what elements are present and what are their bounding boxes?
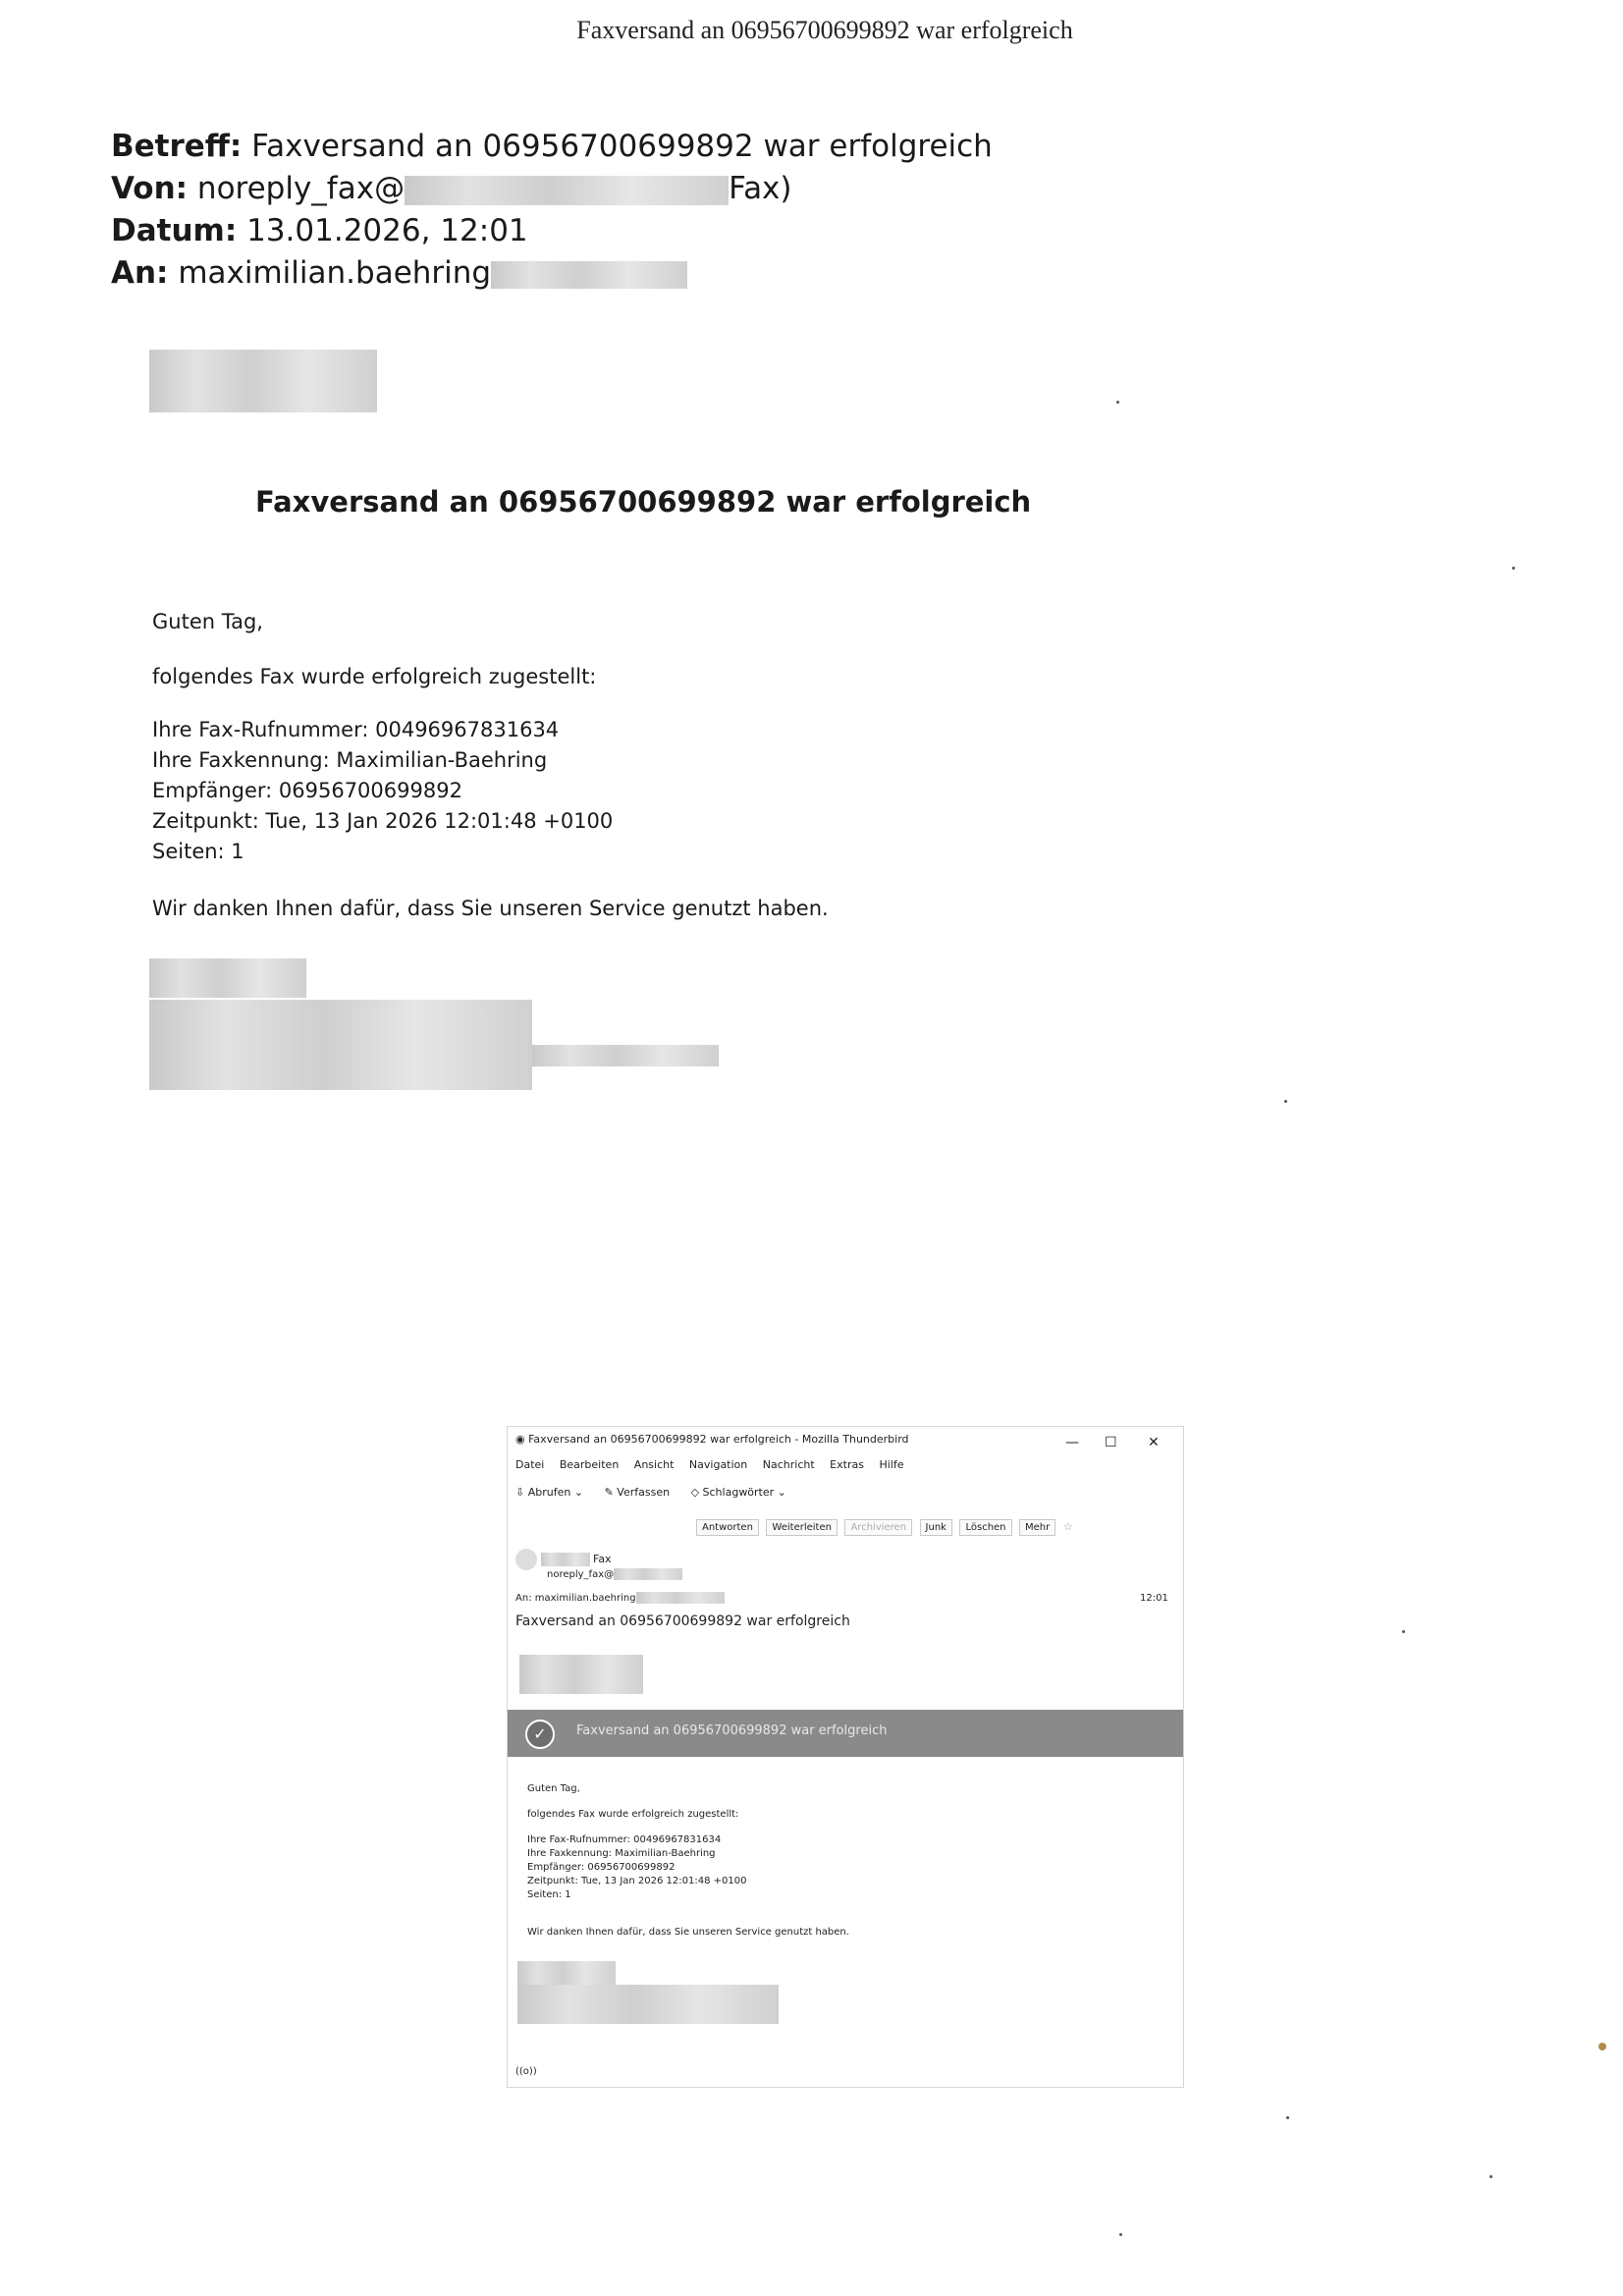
to-value: maximilian.baehring (178, 255, 492, 291)
date-value: 13.01.2026, 12:01 (246, 213, 528, 248)
detail-line: Ihre Faxkennung: Maximilian-Baehring (152, 748, 548, 772)
menu-navigation[interactable]: Navigation (688, 1458, 748, 1471)
closing-text: Wir danken Ihnen dafür, dass Sie unseren Service genutzt haben. (152, 897, 829, 920)
scan-speck (1512, 567, 1515, 570)
redacted-signature (517, 1961, 616, 1985)
more-button[interactable]: Mehr (1019, 1519, 1055, 1536)
menu-ansicht[interactable]: Ansicht (633, 1458, 675, 1471)
from-line (111, 168, 792, 210)
success-banner (508, 1710, 1183, 1757)
detail-line: Ihre Fax-Rufnummer: 00496967831634 (152, 718, 560, 741)
subject-line (111, 126, 993, 168)
date-label: Datum: (111, 213, 238, 248)
minimize-button[interactable]: — (1065, 1435, 1079, 1450)
check-icon: ✓ (525, 1720, 555, 1749)
scan-speck (1116, 401, 1119, 404)
banner-text: Faxversand an 06956700699892 war erfolgreich (576, 1723, 888, 1738)
download-icon: ⇩ (515, 1486, 528, 1499)
avatar (515, 1549, 537, 1570)
tb-detail-line: Zeitpunkt: Tue, 13 Jan 2026 12:01:48 +0100 (527, 1876, 747, 1886)
delete-button[interactable]: Löschen (959, 1519, 1011, 1536)
recipient-address: maximilian.baehring (534, 1593, 636, 1604)
scan-speck (1598, 2043, 1606, 2050)
from-value-end: Fax) (729, 171, 792, 206)
forward-button[interactable]: Weiterleiten (766, 1519, 838, 1536)
message-time: 12:01 (1140, 1593, 1168, 1604)
scan-speck (1286, 2116, 1289, 2119)
close-button[interactable]: ✕ (1148, 1435, 1160, 1450)
page-title: Faxversand an 06956700699892 war erfolgreich (576, 16, 1073, 44)
tb-intro: folgendes Fax wurde erfolgreich zugestellt: (527, 1809, 739, 1820)
from-value-start: noreply_fax@ (196, 171, 406, 206)
window-titlebar (515, 1433, 909, 1446)
tb-detail-line: Seiten: 1 (527, 1889, 571, 1900)
star-icon[interactable]: ☆ (1062, 1520, 1073, 1533)
tag-icon: ◇ (690, 1486, 703, 1499)
redacted-block (541, 1553, 590, 1566)
menu-datei[interactable]: Datei (515, 1458, 545, 1471)
archive-button[interactable]: Archivieren (844, 1519, 912, 1536)
reply-button[interactable]: Antworten (696, 1519, 759, 1536)
detail-line: Zeitpunkt: Tue, 13 Jan 2026 12:01:48 +0100 (152, 809, 614, 833)
menu-extras[interactable]: Extras (830, 1458, 864, 1471)
redacted-block (636, 1592, 725, 1604)
scan-speck (1284, 1100, 1287, 1103)
to-line (111, 252, 687, 295)
scan-speck (1489, 2175, 1492, 2178)
sender-block (515, 1549, 612, 1570)
menu-bar (515, 1458, 915, 1471)
from-label: Von: (111, 171, 189, 206)
recipient-line: An: maximilian.baehring (515, 1592, 725, 1606)
redacted-block (614, 1568, 682, 1580)
date-line (111, 210, 528, 252)
sender-address-line (547, 1568, 682, 1582)
menu-nachricht[interactable]: Nachricht (762, 1458, 815, 1471)
main-toolbar (515, 1486, 804, 1499)
junk-button[interactable]: Junk (920, 1519, 952, 1536)
sender-address: noreply_fax@ (547, 1569, 615, 1580)
compose-button[interactable]: ✎ Verfassen (604, 1486, 671, 1499)
sender-name: Fax (593, 1553, 612, 1565)
redacted-logo (519, 1655, 643, 1694)
subject-value: Faxversand an 06956700699892 war erfolgreich (251, 129, 993, 164)
detail-line: Empfänger: 06956700699892 (152, 779, 462, 802)
tags-button[interactable]: ◇ Schlagwörter ⌄ (690, 1486, 786, 1499)
tb-greeting: Guten Tag, (527, 1783, 580, 1794)
tb-detail-line: Ihre Faxkennung: Maximilian-Baehring (527, 1848, 716, 1859)
connection-status-icon: ((o)) (515, 2066, 537, 2077)
fax-details (152, 715, 613, 867)
thunderbird-logo-icon: ◉ (515, 1433, 525, 1446)
get-mail-button[interactable]: ⇩ Abrufen ⌄ (515, 1486, 584, 1499)
redacted-signature (149, 1000, 532, 1090)
subject-label: Betreff: (111, 129, 243, 164)
recipient-label: An (515, 1593, 529, 1604)
redacted-block (405, 176, 729, 205)
pencil-icon: ✎ (604, 1486, 618, 1499)
thunderbird-window (507, 1426, 1184, 2088)
redacted-logo (149, 350, 377, 412)
to-label: An: (111, 255, 169, 291)
tb-detail-line: Empfänger: 06956700699892 (527, 1862, 676, 1873)
message-subject: Faxversand an 06956700699892 war erfolgreich (515, 1613, 850, 1629)
scan-speck (1402, 1630, 1405, 1633)
message-actions (696, 1519, 1073, 1536)
intro-text: folgendes Fax wurde erfolgreich zugestellt: (152, 665, 597, 688)
redacted-signature (149, 958, 306, 998)
email-heading: Faxversand an 06956700699892 war erfolgreich (255, 485, 1032, 519)
detail-line: Seiten: 1 (152, 840, 244, 863)
window-title: Faxversand an 06956700699892 war erfolgreich - Mozilla Thunderbird (528, 1433, 909, 1446)
greeting: Guten Tag, (152, 610, 263, 633)
redacted-signature (532, 1045, 719, 1066)
redacted-signature (517, 1985, 779, 2024)
maximize-button[interactable]: ☐ (1105, 1435, 1117, 1450)
tb-details (527, 1833, 746, 1902)
tb-detail-line: Ihre Fax-Rufnummer: 00496967831634 (527, 1834, 722, 1845)
tb-closing: Wir danken Ihnen dafür, dass Sie unseren Service genutzt haben. (527, 1927, 849, 1938)
scan-speck (1119, 2233, 1122, 2236)
menu-bearbeiten[interactable]: Bearbeiten (559, 1458, 620, 1471)
menu-hilfe[interactable]: Hilfe (879, 1458, 904, 1471)
redacted-block (491, 261, 687, 289)
